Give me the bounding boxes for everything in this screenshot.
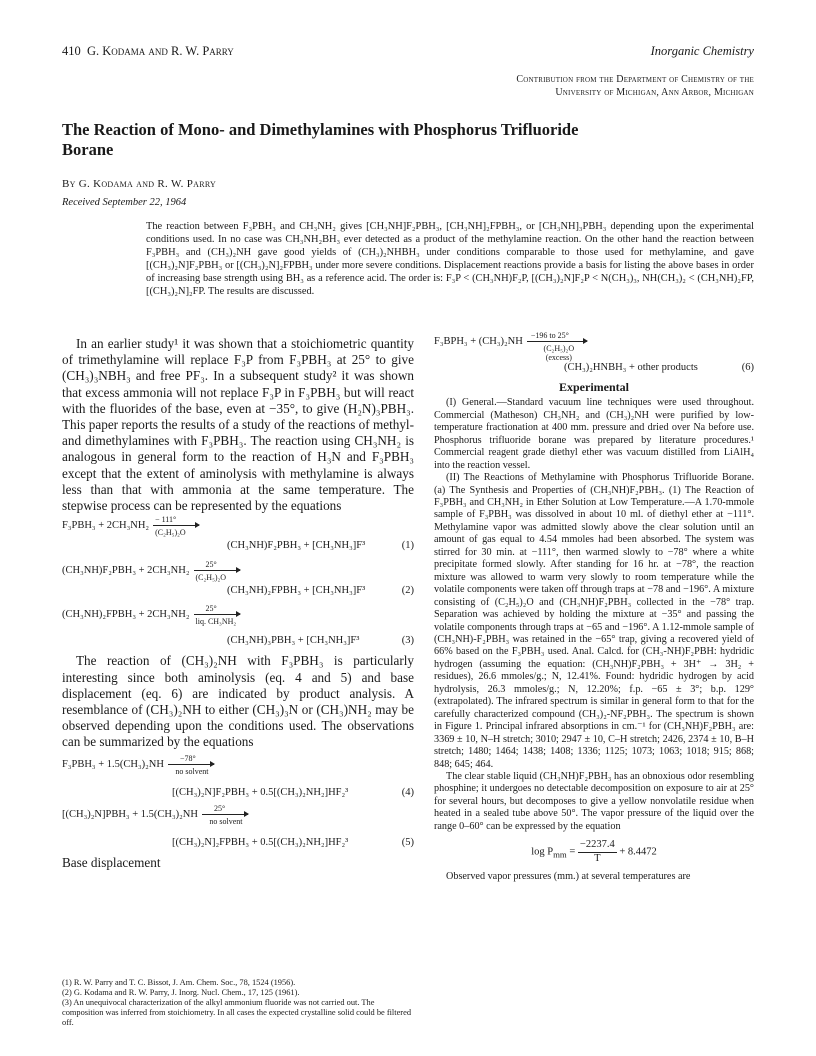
experimental-heading: Experimental [559,379,629,394]
equation-6: F₃BPH₃ + (CH₃)₂NH −196 to 25° (C₂H₅)₂O (excess) (CH₃)₂HNBH₃ + other products (6) [434,331,754,374]
article-title: The Reaction of Mono- and Dimethylamines with Phosphorus Trifluoride Borane [62,120,579,159]
equation-4: F₃PBH₃ + 1.5(CH₃)₂NH −78° no solvent [(CH₃)₂N]F₂PBH₃ + 0.5[(CH₃)₂NH₂]HF₂³ (4) [62,753,414,798]
equation-2: (CH₃NH)F₂PBH₃ + 2CH₃NH₂ 25° (C₂H₅)₂O (CH₃NH)₂FPBH₃ + [CH₃NH₃]F³ (2) [62,559,414,596]
received-date: Received September 22, 1964 [62,197,187,208]
methylamine-reactions-paragraph: (II) The Reactions of Methylamine with Phosphorus Trifluoride Borane. (a) The Synthesis and Properties of (CH₃NH)F₂PBH₃. (1) The Reaction of F₃PBH₃ and CH₃NH₂ in Ether Solution at Low Temperature.—A 1.70-mmole sample of F₃PBH₃ was dissolved in about 10 ml. of diethyl ether at −111°. Methylamine vapor was admitted slowly above the clear solution until an amount of gas equal to 4.54 mmoles had been absorbed. The system was stirred for 30 min. at −111°, then warmed slowly to −78° where a white precipitate formed slowly. After standing for 16 hr. at −78°, the reaction mixture was allowed to warm very slowly to room temperature while the volatile components were taken off through traps at −78 and −196°. A mixture consisting of (C₂H₅)₂O and (CH₃NH)F₂PBH₃ collected in the −78° trap. Separation was achieved by holding the mixture at −35° and passing the volatile components through traps at −65 and −196°. A 1.12-mmole sample of (CH₃NH)-F₂PBH₃ was retained in the −65° trap, giving a recovered yield of 66% based on the F₃PBH₃ used. Anal. Calcd. for (CH₃-NH)F₂PBH: hydridic hydrogen (assuming the equation: (CH₃NH)F₂PBH₃ + 3H⁺ → 3H₂ + residues), 26.6 mmoles/g.; N, 12.41%. Found: hydridic hydrogen by acid hydrolysis, 26.3 mmoles/g.; N, 12.20%; f.p. −65 ± 3°; b.p. 129° (extrapolated). The infrared spectrum is similar in general form to that for the carefully characterized compound (CH₃)₂-NF₂PBH₃. The spectrum is shown in Figure 1. Principal infrared absorptions in cm.⁻¹ for (CH₃NH)F₂PBH₃ are: 3369 ± 10, N–H stretch; 3010; 2947 ± 10, C–H stretch; 2426, 2374 ± 10, B–H stretch; 1480; 1464; 1438; 1408; 1336; 1125; 1073; 1063; 1018; 915; 868; 848; 645; 464. [434,472,754,770]
dimethylamine-paragraph: The reaction of (CH₃)₂NH with F₃PBH₃ is particularly interesting since both aminolysis (eq. 4 and 5) and base displacement (eq. 6) are indicated by product analysis. A resemblance of (CH₃)₂NH to either (CH₃)₃N or (CH₃)NH₂ may be observed depending upon the conditions used. The observations can be summarized by the equations [62,653,414,750]
vapor-pressure-equation: $\log P_{mm}$ = $\frac{-2237.4}{T}$ + 8.4472 [531,839,657,864]
footnote-2: (2) G. Kodama and R. W. Parry, J. Inorg. Nucl. Chem., 17, 125 (1961). [62,988,300,997]
contribution-line-2: University of Michigan, Ann Arbor, Michigan [555,87,754,98]
general-paragraph: (I) General.—Standard vacuum line techniques were used throughout. Commercial (Matheson) CH₃NH₂ and (CH₃)₂NH were purified by low-temperature fractionation at 400 mm. pressure and dried over Na before use. Phosphorus trifluoride borane was prepared by literature procedures.¹ Commercial reagent grade diethyl ether was vacuum distilled from LiAlH₄ into the reaction vessel. [434,397,754,471]
abstract: The reaction between F₃PBH₃ and CH₃NH₂ gives [CH₃NH]F₂PBH₃, [CH₃NH]₂FPBH₃, or [CH₃NH]₃PBH₃ depending upon the experimental conditions used. In no case was CH₃NH₂BH₃ ever detected as a product of the methylamine reaction. On the other hand the reaction between F₃PBH₃ and (CH₃)₂NH gave good yields of (CH₃)₂NHBH₃ under conditions comparable to those used for methylamine, and gave [(CH₃)₂N]F₂PBH₃ or [(CH₃)₂N]₂FPBH₃ under more severe conditions. Displacement reactions provide a basis for listing the above bases in order of increasing base strength using BH₃ as a reference acid. The order is: F₃P < (CH₃NH)F₂P, [(CH₃)₂N]F₂P < N(CH₃)₃, NH(CH₃)₂ < (CH₃NH)₂FP, [(CH₃)₂N]₂FP. The results are discussed. [146,221,754,298]
running-authors: G. Kodama and R. W. Parry [87,44,234,58]
journal-name: Inorganic Chemistry [650,44,754,58]
left-column [62,336,414,872]
vapor-pressure-paragraph: Observed vapor pressures (mm.) at several temperatures are [446,871,691,883]
properties-paragraph: The clear stable liquid (CH₃NH)F₂PBH₃ has an obnoxious odor resembling phosphine; it undergoes no detectable decomposition on exposure to air at 25° for several hours, but decomposes to give a yellow nonvolatile residue when heated in a sealed tube above 50°. The vapor pressure of the liquid over the range 0–60° can be expressed by the equation [434,770,754,832]
equation-1: F₃PBH₃ + 2CH₃NH₂ − 111° (C₂H₅)₂O (CH₃NH)F₂PBH₃ + [CH₃NH₃]F³ (1) [62,515,414,552]
running-header [62,44,754,59]
intro-paragraph: In an earlier study¹ it was shown that a stoichiometric quantity of trimethylamine will replace F₃P from F₃PBH₃ at 25° to give (CH₃)₃NBH₃ and free PF₃. In a subsequent study² it was shown that excess ammonia will not replace F₃P in F₃PBH₃ but will react with the fluorides of the base, even at −35°, to give (H₂N)₃PBH₃. This paper reports the results of a study of the reactions of methyl- and dimethylamines with F₃PBH₃. The reaction using CH₃NH₂ is analogous in general form to the reaction of H₃N and F₃PBH₃ except that the extent of aminolysis with methylamine is always less than that with ammonia at the same temperature. The stepwise process can be represented by the equations [62,336,414,514]
equation-5: [(CH₃)₂N]PBH₃ + 1.5(CH₃)₂NH 25° no solvent [(CH₃)₂N]₂FPBH₃ + 0.5[(CH₃)₂NH₂]HF₂³ (5) [62,804,414,849]
right-column [434,331,754,884]
contribution-note [354,73,754,99]
footnote-3: (3) An unequivocal characterization of the alkyl ammonium fluoride was not carried out. The composition was inferred from stoichiometry. In all cases the expected crystalline solid could be filtered off. [62,998,412,1027]
footnotes [62,978,414,1028]
footnote-1: (1) R. W. Parry and T. C. Bissot, J. Am. Chem. Soc., 78, 1524 (1956). [62,978,296,987]
page-number: 410 [62,44,81,58]
equation-3: (CH₃NH)₂FPBH₃ + 2CH₃NH₂ 25° liq. CH₃NH₂ (CH₃NH)₃PBH₃ + [CH₃NH₃]F³ (3) [62,604,414,647]
contribution-line-1: Contribution from the Department of Chemistry of the [516,74,754,85]
article-authors: By G. Kodama and R. W. Parry [62,178,217,190]
base-displacement-label: Base displacement [62,855,161,871]
